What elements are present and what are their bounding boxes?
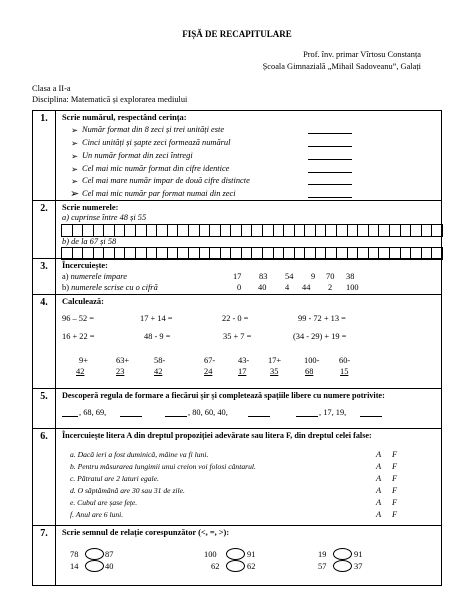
- answer-blank[interactable]: [308, 146, 352, 147]
- answer-blank[interactable]: [248, 416, 270, 417]
- column-bottom: 42: [154, 367, 163, 376]
- teacher-name: Prof. înv. primar Vîrtosu Constanța: [303, 50, 421, 59]
- option-a[interactable]: A: [376, 474, 382, 483]
- option-f[interactable]: F: [392, 450, 398, 459]
- column-top: 17+: [268, 356, 282, 365]
- answer-blank[interactable]: [120, 416, 142, 417]
- column-top: 67-: [204, 356, 216, 365]
- calculation: 48 - 9 =: [144, 332, 171, 341]
- bullet-icon: ➢: [71, 126, 79, 135]
- column-top: 60-: [339, 356, 351, 365]
- statement: a. Dacă ieri a fost duminică, mâine va fi luni.: [70, 450, 209, 459]
- option-f[interactable]: F: [392, 486, 398, 495]
- exercise-number: 3.: [33, 259, 56, 295]
- option-f[interactable]: F: [392, 474, 398, 483]
- exercise-number: 2.: [33, 201, 56, 259]
- option-f[interactable]: F: [392, 462, 398, 471]
- number-option[interactable]: 44: [302, 283, 311, 292]
- number-option[interactable]: 9: [311, 272, 316, 281]
- calculation: 99 - 72 + 13 =: [298, 314, 346, 323]
- column-top: 9+: [79, 356, 88, 365]
- exercise-1: [33, 111, 442, 201]
- column-bottom: 17: [238, 367, 247, 376]
- option-a[interactable]: A: [376, 450, 382, 459]
- statement: d. O săptămână are 30 sau 31 de zile.: [70, 486, 185, 495]
- calculation: (34 - 29) + 19 =: [293, 332, 347, 341]
- exercise-2: [33, 201, 442, 259]
- column-top: 63+: [116, 356, 130, 365]
- sequence-1: , 68, 69,: [79, 408, 107, 417]
- subject-label: Disciplina: Matematică și explorarea mediului: [32, 95, 188, 104]
- compare-right: 91: [247, 550, 256, 559]
- exercise-6: [33, 429, 442, 526]
- answer-blank[interactable]: [296, 416, 318, 417]
- bullet-icon: ➢: [71, 177, 79, 186]
- option-a[interactable]: A: [376, 510, 382, 519]
- number-option[interactable]: 54: [285, 272, 294, 281]
- number-option[interactable]: 0: [237, 283, 242, 292]
- answer-blank[interactable]: [165, 416, 187, 417]
- statement: b. Pentru măsurarea lungimii unui creion voi folosi cântarul.: [70, 462, 256, 471]
- statement: e. Cubul are șase fețe.: [70, 498, 138, 507]
- exercise-number: 1.: [33, 111, 56, 201]
- class-label: Clasa a II-a: [32, 84, 71, 93]
- column-top: 43-: [238, 356, 250, 365]
- exercise-title: Scrie semnul de relație corespunzător (<, =, >):: [62, 528, 230, 537]
- exercise-number: 4.: [33, 295, 56, 389]
- exercise-number: 7.: [33, 526, 56, 586]
- school-name: Școala Gimnazială „Mihail Sadoveanu”, Galați: [262, 62, 421, 71]
- compare-oval[interactable]: [333, 548, 352, 560]
- bullet-icon: ➢: [71, 139, 79, 148]
- prompt-a: a) cuprinse între 48 și 55: [62, 213, 147, 222]
- option-f[interactable]: F: [392, 510, 398, 519]
- list-item: Cel mai mic număr format din cifre identice: [82, 164, 230, 173]
- number-option[interactable]: 17: [233, 272, 242, 281]
- page-title: FIȘĂ DE RECAPITULARE: [182, 29, 292, 39]
- calculation: 17 + 14 =: [140, 314, 173, 323]
- exercise-number: 5.: [33, 389, 56, 429]
- exercise-title: Scrie numerele:: [62, 203, 119, 212]
- number-option[interactable]: 2: [328, 283, 333, 292]
- exercise-title: Încercuiește:: [62, 261, 108, 270]
- worksheet-table: [32, 110, 442, 586]
- number-option[interactable]: 70: [326, 272, 335, 281]
- compare-oval[interactable]: [226, 560, 245, 572]
- answer-blank[interactable]: [360, 416, 382, 417]
- calculation: 96 – 52 =: [62, 314, 94, 323]
- option-a[interactable]: A: [376, 498, 382, 507]
- compare-left: 100: [204, 550, 217, 559]
- compare-right: 37: [354, 562, 363, 571]
- compare-oval[interactable]: [226, 548, 245, 560]
- list-item: Cinci unități și șapte zeci formează numărul: [82, 138, 231, 147]
- number-option[interactable]: 4: [285, 283, 290, 292]
- exercise-4: [33, 295, 442, 389]
- compare-right: 91: [354, 550, 363, 559]
- compare-oval[interactable]: [85, 560, 104, 572]
- bullet-icon: ➢: [71, 165, 79, 174]
- column-bottom: 42: [76, 367, 85, 376]
- bullet-icon: ➢: [70, 188, 80, 200]
- compare-left: 57: [318, 562, 327, 571]
- compare-right: 87: [105, 550, 114, 559]
- number-option[interactable]: 100: [346, 283, 359, 292]
- exercise-title: Descoperă regula de formare a fiecărui șir și completează spațiile libere cu numere potrivite:: [62, 391, 385, 400]
- calculation: 35 + 7 =: [223, 332, 252, 341]
- column-top: 58-: [154, 356, 166, 365]
- column-bottom: 23: [116, 367, 125, 376]
- compare-right: 40: [105, 562, 114, 571]
- compare-oval[interactable]: [85, 548, 104, 560]
- answer-blank[interactable]: [308, 172, 352, 173]
- exercise-title: Calculează:: [62, 297, 104, 306]
- exercise-number: 6.: [33, 429, 56, 526]
- prompt-b: b) numerele scrise cu o cifră: [62, 283, 158, 292]
- number-option[interactable]: 38: [346, 272, 355, 281]
- list-item: Un număr format din zeci întregi: [82, 151, 193, 160]
- answer-blank[interactable]: [62, 416, 78, 417]
- statement: c. Pătratul are 2 laturi egale.: [70, 474, 159, 483]
- column-bottom: 68: [305, 367, 314, 376]
- compare-left: 14: [70, 562, 79, 571]
- answer-blank[interactable]: [308, 133, 352, 134]
- number-option[interactable]: 40: [258, 283, 267, 292]
- list-item: Număr format din 8 zeci și trei unități este: [82, 125, 225, 134]
- list-item: Cel mai mic număr par format numai din zeci: [82, 189, 236, 198]
- answer-blank[interactable]: [308, 197, 352, 198]
- exercise-3: [33, 259, 442, 295]
- exercise-title: Scrie numărul, respectând cerința:: [62, 113, 187, 122]
- calculation: 22 - 0 =: [222, 314, 249, 323]
- answer-blank[interactable]: [308, 159, 352, 160]
- option-f[interactable]: F: [392, 498, 398, 507]
- exercise-5: [33, 389, 442, 429]
- prompt-b: b) de la 67 și 58: [62, 237, 117, 246]
- answer-grid[interactable]: [61, 224, 443, 237]
- answer-blank[interactable]: [308, 184, 352, 185]
- list-item: Cel mai mare număr impar de două cifre distincte: [82, 176, 250, 185]
- statement: f. Anul are 6 luni.: [70, 510, 124, 519]
- column-bottom: 24: [204, 367, 213, 376]
- option-a[interactable]: A: [376, 462, 382, 471]
- prompt-a: a) numerele impare: [62, 272, 127, 281]
- exercise-7: [33, 526, 442, 586]
- compare-right: 62: [247, 562, 256, 571]
- number-option[interactable]: 83: [259, 272, 268, 281]
- bullet-icon: ➢: [71, 152, 79, 161]
- calculation: 16 + 22 =: [62, 332, 95, 341]
- compare-left: 78: [70, 550, 79, 559]
- compare-left: 62: [211, 562, 220, 571]
- column-bottom: 35: [270, 367, 279, 376]
- sequence-3: , 17, 19,: [319, 408, 347, 417]
- column-top: 100-: [304, 356, 320, 365]
- option-a[interactable]: A: [376, 486, 382, 495]
- column-bottom: 15: [340, 367, 349, 376]
- compare-oval[interactable]: [333, 560, 352, 572]
- compare-left: 19: [318, 550, 327, 559]
- exercise-title: Încercuiește litera A din dreptul propoziției adevărate sau litera F, din dreptul celei false:: [62, 431, 372, 440]
- sequence-2: , 80, 60, 40,: [188, 408, 228, 417]
